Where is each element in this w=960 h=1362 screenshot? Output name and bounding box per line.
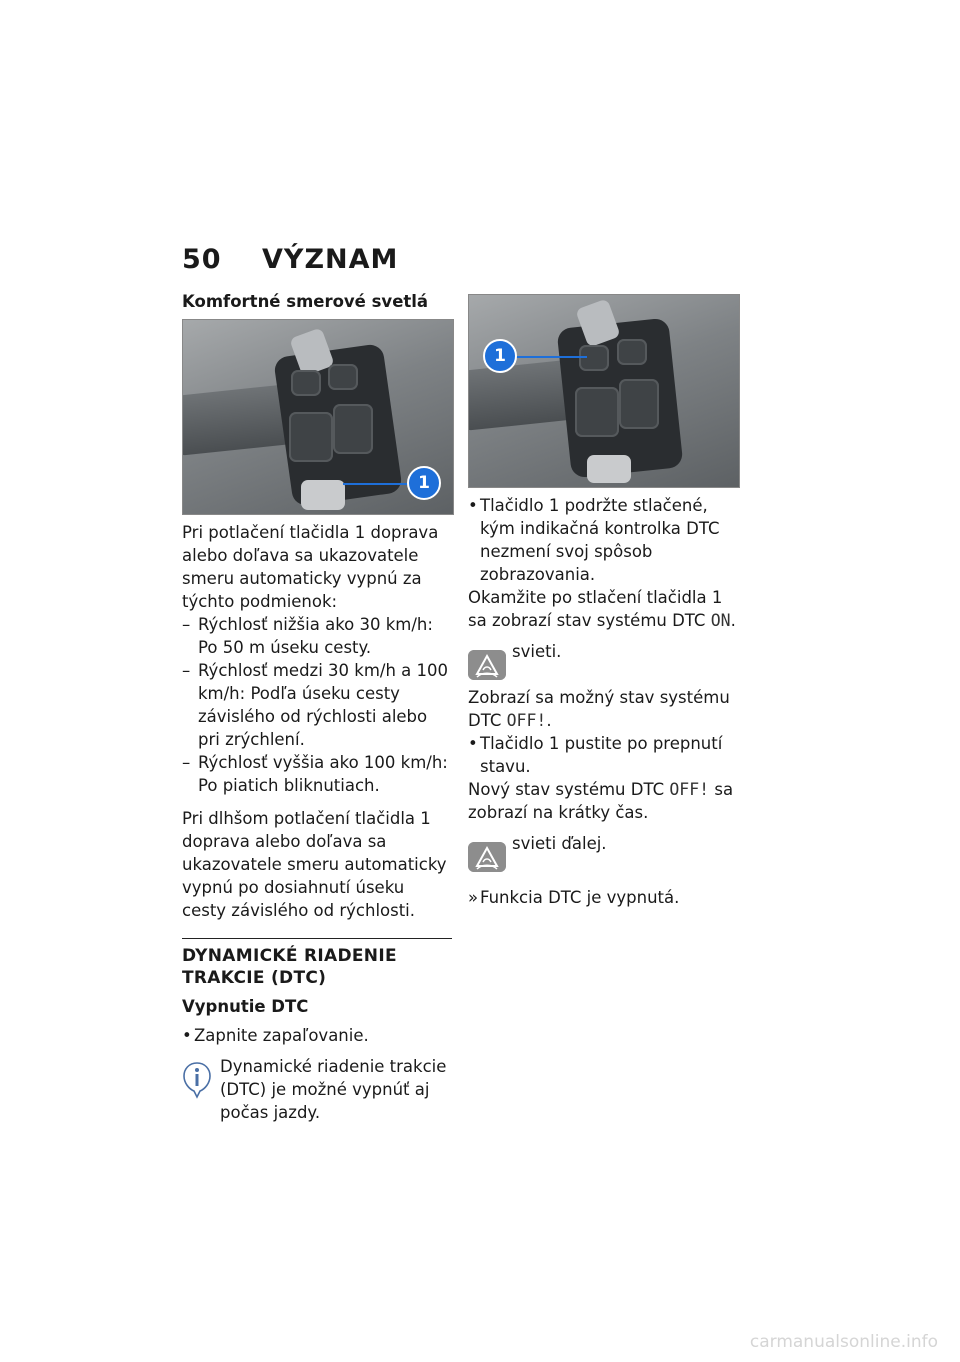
dtc-warning-lamp-icon bbox=[468, 650, 506, 680]
watermark: carmanualsonline.info bbox=[749, 1332, 938, 1352]
dtc-warning-lamp-icon bbox=[468, 842, 506, 872]
page-number: 50 bbox=[182, 244, 222, 275]
handlebar-switch-figure-right bbox=[468, 294, 740, 488]
result-dtc-off: » Funkcia DTC je vypnutá. bbox=[468, 886, 740, 909]
info-icon bbox=[182, 1061, 212, 1099]
right-column bbox=[468, 294, 740, 909]
page-header bbox=[182, 244, 398, 275]
new-state-text-2: sa zobrazí na krátky čas. bbox=[468, 780, 734, 822]
condition-item: – Rýchlosť nižšia ako 30 km/h: Po 50 m úseku cesty. bbox=[182, 613, 452, 659]
small-button-2 bbox=[617, 339, 647, 365]
possible-state-text: Zobrazí sa možný stav systému DTC bbox=[468, 688, 730, 730]
left-column bbox=[182, 290, 452, 1124]
possible-state-paragraph: Zobrazí sa možný stav systému DTC OFF!. bbox=[468, 688, 730, 730]
subsection-title-dtc-off: Vypnutie DTC bbox=[182, 997, 309, 1016]
handlebar-switch-figure-left bbox=[182, 319, 454, 515]
section-title-comfort-indicators: Komfortné smerové svetlá bbox=[182, 292, 429, 311]
after-press-text: Okamžite po stlačení tlačidla 1 sa zobrazí stav systému DTC bbox=[468, 588, 723, 630]
dtc-button bbox=[333, 404, 373, 454]
new-state-text: Nový stav systému DTC bbox=[468, 780, 665, 799]
long-press-paragraph: Pri dlhšom potlačení tlačidla 1 doprava alebo doľava sa ukazovatele smeru automaticky vypnú po dosiahnutí úseku cesty závislého od rýchlosti. bbox=[182, 809, 447, 920]
page-title: VÝZNAM bbox=[262, 244, 399, 275]
menu-button bbox=[289, 412, 333, 462]
lamp-lit-text: svieti. bbox=[512, 642, 562, 661]
lamp-still-lit-text: svieti ďalej. bbox=[512, 834, 607, 853]
dtc-lamp-note-2 bbox=[468, 832, 740, 872]
info-note bbox=[182, 1055, 452, 1124]
callout-1: 1 bbox=[483, 339, 517, 373]
condition-list bbox=[182, 613, 452, 797]
step-release-button: • Tlačidlo 1 pustite po prepnutí stavu. bbox=[468, 732, 740, 778]
intro-paragraph: Pri potlačení tlačidla 1 doprava alebo doľava sa ukazovatele smeru automaticky vypnú za týchto podmienok: bbox=[182, 523, 439, 611]
status-off-new: OFF! bbox=[669, 780, 710, 799]
dtc-lamp-note-1 bbox=[468, 640, 740, 680]
indicator-switch bbox=[301, 480, 345, 510]
after-press-paragraph: Okamžite po stlačení tlačidla 1 sa zobrazí stav systému DTC ON. bbox=[468, 588, 736, 630]
condition-item: – Rýchlosť vyššia ako 100 km/h: Po piatich bliknutiach. bbox=[182, 751, 452, 797]
new-state-paragraph bbox=[468, 778, 740, 824]
small-button-1 bbox=[579, 345, 609, 371]
status-off: OFF! bbox=[506, 711, 547, 730]
dtc-button bbox=[619, 379, 659, 429]
indicator-switch bbox=[587, 455, 631, 483]
section-title-dtc: DYNAMICKÉ RIADENIE TRAKCIE (DTC) bbox=[182, 946, 397, 988]
menu-button bbox=[575, 387, 619, 437]
condition-item: – Rýchlosť medzi 30 km/h a 100 km/h: Podľa úseku cesty závislého od rýchlosti alebo pri zrýchlení. bbox=[182, 659, 452, 751]
step-hold-button: • Tlačidlo 1 podržte stlačené, kým indikačná kontrolka DTC nezmení svoj spôsob zobrazovania. bbox=[468, 494, 740, 586]
callout-1: 1 bbox=[407, 466, 441, 500]
section-divider bbox=[182, 938, 452, 939]
small-button-1 bbox=[291, 370, 321, 396]
callout-line bbox=[343, 483, 413, 485]
info-text: Dynamické riadenie trakcie (DTC) je možné vypnúť aj počas jazdy. bbox=[220, 1057, 447, 1122]
step-ignition-on: • Zapnite zapaľovanie. bbox=[182, 1024, 452, 1047]
small-button-2 bbox=[328, 364, 358, 390]
status-on: ON bbox=[710, 611, 731, 630]
callout-line bbox=[509, 356, 587, 358]
